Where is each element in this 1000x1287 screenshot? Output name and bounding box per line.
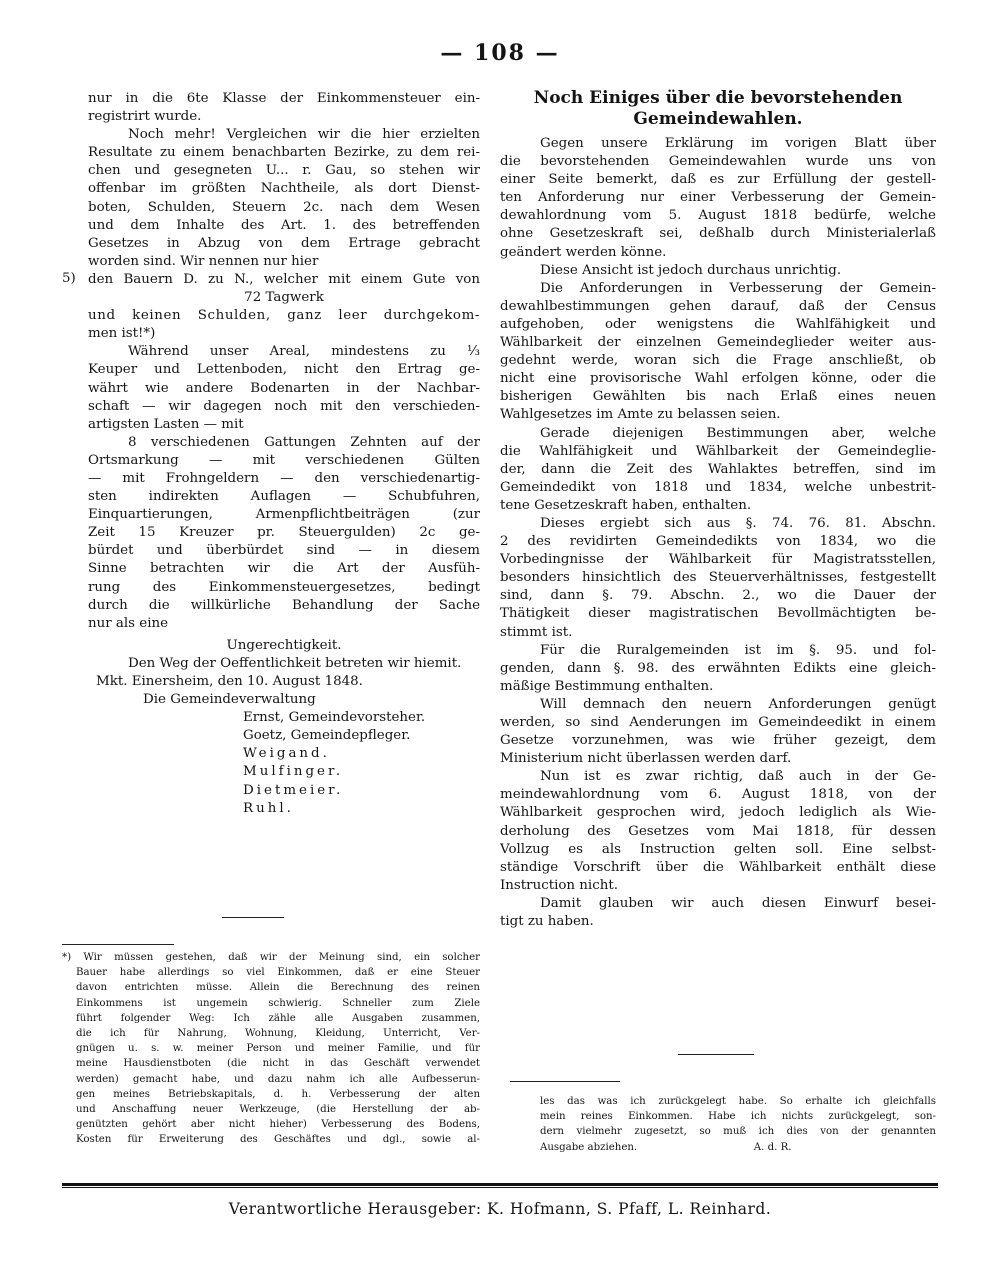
signature-name: Goetz, Gemeindepfleger.: [243, 728, 411, 744]
text-line: besonders hinsichtlich des Steuerverhältnisses, festgestellt: [500, 570, 936, 586]
text-line: durch die willkürliche Behandlung der Sache: [88, 597, 480, 613]
text-line: die Wahlfähigkeit und Wählbarkeit der Gemeindeglie-: [500, 443, 936, 459]
text-line: nicht eine provisorische Wahl erfolgen könne, oder die: [500, 371, 936, 387]
footnote-line: les das was ich zurückgelegt habe. So erhalte ich gleichfalls: [540, 1096, 936, 1107]
text-line: Nun ist es zwar richtig, daß auch in der Ge-: [540, 769, 936, 785]
footnote-divider: [62, 944, 174, 945]
text-line: Vollzug es als Instruction gelten soll. Eine selbst-: [500, 841, 936, 857]
footnote-line: die ich für Nahrung, Wohnung, Kleidung, Unterricht, Ver-: [76, 1028, 480, 1040]
text-line: einer Seite bemerkt, daß es zur Erfüllung der gestell-: [500, 172, 936, 188]
signature-name: Dietmeier.: [243, 782, 344, 798]
left-column: [62, 90, 480, 818]
footnote-line: Ausgabe abziehen. A. d. R.: [540, 1141, 792, 1153]
text-line: Die Anforderungen in Verbesserung der Gemein-: [540, 280, 936, 296]
text-line: Diese Ansicht ist jedoch durchaus unrichtig.: [540, 262, 842, 278]
text-line: ständige Vorschrift über die Wählbarkeit enthält diese: [500, 859, 936, 875]
text-line: 8 verschiedenen Gattungen Zehnten auf der: [128, 434, 480, 450]
text-line: Den Weg der Oeffentlichkeit betreten wir hiemit.: [128, 655, 462, 671]
text-line: tigt zu haben.: [500, 914, 594, 930]
text-line: Ministerium nicht überlassen werden darf.: [500, 751, 792, 767]
text-line: dewahlbestimmungen gehen darauf, daß der Census: [500, 298, 936, 314]
section-divider: [678, 1054, 754, 1055]
text-line: Gesetzes in Abzug von dem Ertrage gebracht: [88, 235, 480, 251]
footnote-divider: [510, 1081, 620, 1082]
page-number: — 108 —: [440, 40, 560, 66]
text-line: bürdet und überbürdet sind — in diesem: [88, 543, 480, 559]
text-line: Für die Ruralgemeinden ist im §. 95. und fol-: [540, 642, 936, 658]
text-line: und keinen Schulden, ganz leer durchgekom-: [88, 308, 480, 324]
text-line: den Bauern D. zu N., welcher mit einem Gute von: [88, 271, 480, 287]
text-line: aufgehoben, oder wenigstens die Wahlfähigkeit und: [500, 316, 936, 332]
place-date-line: Mkt. Einersheim, den 10. August 1848.: [96, 674, 363, 689]
item-marker: 5): [62, 270, 76, 286]
text-line: geändert werden könne.: [500, 244, 667, 260]
text-line: Wählbarkeit der einzelnen Gemeindeglieder weiter aus-: [500, 335, 936, 351]
signature-name: Weigand.: [243, 746, 330, 762]
text-line: ohne Gesetzeskraft sei, deßhalb durch Ministerialerlaß: [500, 226, 936, 242]
footnote-line: davon entrichten müsse. Allein die Berechnung des reinen: [76, 982, 480, 994]
text-line: boten, Schulden, Steuern 2c. nach dem Wesen: [88, 199, 480, 215]
article-heading: Gemeindewahlen.: [633, 109, 803, 129]
text-line: Vorbedingnisse der Wählbarkeit für Magistratsstellen,: [500, 552, 936, 568]
text-line: sten indirekten Auflagen — Schubfuhren,: [88, 489, 480, 505]
text-line: offenbar im größten Nachtheile, als dort Dienst-: [88, 181, 480, 197]
footnote-line: Einkommens ist ungemein schwierig. Schneller zum Ziele: [76, 997, 480, 1009]
footnote-line: gnügen u. s. w. meiner Person und meiner Familie, und für: [76, 1043, 480, 1055]
text-line: derholung des Gesetzes vom Mai 1818, für dessen: [500, 823, 936, 839]
text-line: Dieses ergiebt sich aus §. 74. 76. 81. Abschn.: [540, 515, 936, 531]
text-line: Gesetze vorzunehmen, was wie früher gezeigt, dem: [500, 733, 936, 749]
text-line: nur als eine: [88, 615, 169, 631]
text-line: meindewahlordnung vom 6. August 1818, von der: [500, 787, 936, 803]
footnote-line: Kosten für Erweiterung des Geschäftes und dgl., sowie al-: [76, 1134, 480, 1146]
text-line: bisherigen Gewählten bis nach Erlaß eines neuen: [500, 389, 936, 405]
text-line: Gemeindedikt von 1818 und 1834, welche unbestrit-: [500, 479, 936, 495]
publisher-line: Verantwortliche Herausgeber: K. Hofmann, S. Pfaff, L. Reinhard.: [228, 1200, 772, 1218]
text-line: Noch mehr! Vergleichen wir die hier erzielten: [128, 127, 480, 143]
text-line: Gerade diejenigen Bestimmungen aber, welche: [540, 425, 936, 441]
footnote-line: führt folgender Weg: Ich zähle alle Ausgaben zusammen,: [76, 1012, 480, 1024]
text-line: Wählbarkeit gesprochen wird, jedoch lediglich als Wie-: [500, 805, 936, 821]
text-line: ten Anforderung nur einer Verbesserung der Gemein-: [500, 190, 936, 206]
footnote-line: Bauer habe allerdings so viel Einkommen, daß er eine Steuer: [76, 967, 480, 979]
text-line: nur in die 6te Klasse der Einkommensteuer ein-: [88, 91, 480, 106]
text-line: men ist!*): [88, 326, 156, 342]
signature-name: Ruhl.: [243, 800, 294, 816]
text-line: registrirt wurde.: [88, 109, 202, 125]
text-line: chen und gesegneten U... r. Gau, so stehen wir: [88, 163, 480, 179]
bottom-rule: [62, 1183, 938, 1188]
text-line: Zeit 15 Kreuzer pr. Steuergulden) 2c ge-: [88, 525, 480, 541]
signature-name: Mulfinger.: [243, 764, 344, 780]
signature-name: Ernst, Gemeindevorsteher.: [243, 710, 426, 726]
text-line: Ortsmarkung — mit verschiedenen Gülten: [88, 452, 480, 468]
text-line: die bevorstehenden Gemeindewahlen wurde uns von: [500, 154, 936, 170]
footnote-right: [540, 1094, 936, 1155]
text-line: Während unser Areal, mindestens zu ⅓: [128, 344, 480, 360]
text-line: Instruction nicht.: [500, 877, 618, 893]
text-line: währt wie andere Bodenarten in der Nachbar-: [88, 380, 480, 396]
footnote-left: [62, 950, 480, 1148]
signature-heading: Die Gemeindeverwaltung: [143, 692, 316, 708]
text-line: sind, dann §. 79. Abschn. 2., wo die Dauer der: [500, 588, 936, 604]
footnote-line: mein reines Einkommen. Habe ich nichts zurückgelegt, son-: [540, 1111, 936, 1123]
text-line: schaft — wir dagegen noch mit den verschieden-: [88, 398, 480, 414]
text-line: tene Gesetzeskraft haben, enthalten.: [500, 497, 752, 513]
text-line: gedehnt werde, woran sich die Frage anschließt, ob: [500, 353, 936, 369]
section-divider: [222, 917, 284, 918]
text-line: Will demnach den neuern Anforderungen genügt: [540, 696, 936, 712]
text-line: mäßige Bestimmung enthalten.: [500, 678, 714, 694]
text-line: — mit Frohngeldern — den verschiedenartig-: [88, 470, 480, 486]
text-line: dewahlordnung vom 5. August 1818 bedürfe, welche: [500, 208, 936, 224]
text-line: Resultate zu einem benachbarten Bezirke, zu dem rei-: [88, 145, 480, 161]
text-line: rung des Einkommensteuergesetzes, bedingt: [88, 579, 480, 595]
text-line: Thätigkeit dieser magistratischen Bevollmächtigten be-: [500, 606, 936, 622]
text-line: Keuper und Lettenboden, nicht den Ertrag ge-: [88, 362, 480, 378]
footnote-line: *) Wir müssen gestehen, daß wir der Meinung sind, ein solcher: [62, 952, 480, 963]
text-line: Ungerechtigkeit.: [226, 637, 342, 653]
right-column: [500, 88, 936, 931]
text-line: Damit glauben wir auch diesen Einwurf besei-: [540, 895, 936, 911]
text-line: Einquartierungen, Armenpflichtbeiträgen (zur: [88, 507, 480, 523]
footnote-line: genützten gehört aber nicht hieher) Verbesserung des Bodens,: [76, 1119, 480, 1131]
text-line: Sinne betrachten wir die Art der Ausfüh-: [88, 561, 480, 577]
footnote-line: meine Hausdienstboten (die nicht in das Geschäft verwendet: [76, 1058, 480, 1070]
article-heading: Noch Einiges über die bevorstehenden: [533, 88, 903, 108]
text-line: artigsten Lasten — mit: [88, 416, 244, 432]
footnote-line: und Anschaffung neuer Werkzeuge, (die Herstellung der ab-: [76, 1104, 480, 1116]
text-line: genden, dann §. 98. des erwähnten Edikts eine gleich-: [500, 660, 936, 676]
text-line: 2 des revidirten Gemeindedikts von 1834, wo die: [500, 534, 936, 550]
footnote-line: gen meines Betriebskapitals, d. h. Verbesserung der alten: [76, 1088, 480, 1100]
text-line: der, dann die Zeit des Wahlaktes betreffen, sind im: [500, 461, 936, 477]
footnote-line: dern vielmehr zugesetzt, so muß ich dies von der genannten: [540, 1126, 936, 1138]
text-line: Wahlgesetzes im Amte zu belassen seien.: [500, 407, 781, 423]
text-line: werden, so sind Aenderungen im Gemeindeedikt in einem: [500, 715, 936, 730]
text-line: Gegen unsere Erklärung im vorigen Blatt über: [540, 136, 936, 151]
text-line: 72 Tagwerk: [244, 290, 324, 306]
text-line: stimmt ist.: [500, 624, 573, 640]
footnote-line: werden) gemacht habe, und dazu nahm ich alle Aufbesserun-: [76, 1073, 480, 1085]
text-line: worden sind. Wir nennen nur hier: [88, 253, 319, 269]
text-line: und dem Inhalte des Art. 1. des betreffenden: [88, 217, 480, 233]
